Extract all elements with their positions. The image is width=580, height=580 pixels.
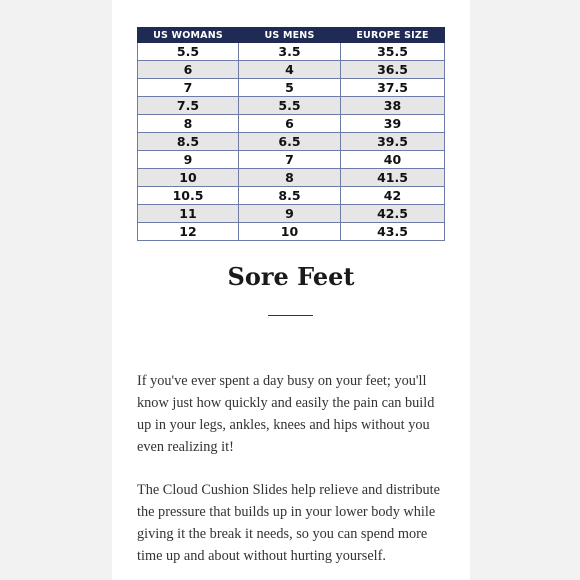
cell-us-mens: 3.5: [239, 43, 341, 61]
product-description-page: [112, 0, 470, 580]
cell-europe-size: 40: [341, 151, 445, 169]
section-title: Sore Feet: [227, 262, 355, 291]
cell-europe-size: 41.5: [341, 169, 445, 187]
cell-us-mens: 7: [239, 151, 341, 169]
header-us-mens: US MENS: [239, 28, 341, 43]
cell-us-mens: 4: [239, 61, 341, 79]
cell-europe-size: 39: [341, 115, 445, 133]
description-paragraph-2: The Cloud Cushion Slides help relieve and distribute the pressure that builds up in your lower body while giving it the break it needs, so you can spend more time up and about without hurting yourself.: [137, 482, 440, 564]
cell-europe-size: 36.5: [341, 61, 445, 79]
cell-us-mens: 5.5: [239, 97, 341, 115]
table-row: [138, 169, 445, 187]
table-row: [138, 223, 445, 241]
size-chart-table: [137, 27, 445, 241]
header-europe-size: EUROPE SIZE: [341, 28, 445, 43]
cell-us-womans: 11: [138, 205, 239, 223]
table-row: [138, 133, 445, 151]
cell-us-womans: 8.5: [138, 133, 239, 151]
cell-us-mens: 6: [239, 115, 341, 133]
cell-us-mens: 6.5: [239, 133, 341, 151]
cell-us-womans: 10.5: [138, 187, 239, 205]
table-row: [138, 79, 445, 97]
table-row: [138, 61, 445, 79]
cell-europe-size: 43.5: [341, 223, 445, 241]
table-row: [138, 97, 445, 115]
cell-us-mens: 8.5: [239, 187, 341, 205]
table-row: [138, 43, 445, 61]
cell-europe-size: 37.5: [341, 79, 445, 97]
cell-us-womans: 5.5: [138, 43, 239, 61]
cell-europe-size: 42: [341, 187, 445, 205]
header-us-womans: US WOMANS: [138, 28, 239, 43]
cell-us-womans: 9: [138, 151, 239, 169]
description-paragraph-1: If you've ever spent a day busy on your feet; you'll know just how quickly and easily the pain can build up in your legs, ankles, knees and hips without you even realizing it!: [137, 373, 435, 455]
table-row: [138, 205, 445, 223]
cell-us-womans: 7: [138, 79, 239, 97]
cell-europe-size: 42.5: [341, 205, 445, 223]
cell-us-mens: 5: [239, 79, 341, 97]
cell-us-mens: 9: [239, 205, 341, 223]
size-chart-header-row: [138, 28, 445, 43]
table-row: [138, 187, 445, 205]
cell-us-womans: 12: [138, 223, 239, 241]
cell-us-womans: 6: [138, 61, 239, 79]
table-row: [138, 115, 445, 133]
cell-europe-size: 38: [341, 97, 445, 115]
cell-europe-size: 39.5: [341, 133, 445, 151]
cell-us-mens: 8: [239, 169, 341, 187]
cell-europe-size: 35.5: [341, 43, 445, 61]
cell-us-womans: 7.5: [138, 97, 239, 115]
cell-us-mens: 10: [239, 223, 341, 241]
cell-us-womans: 8: [138, 115, 239, 133]
cell-us-womans: 10: [138, 169, 239, 187]
table-row: [138, 151, 445, 169]
title-divider: [268, 315, 313, 316]
